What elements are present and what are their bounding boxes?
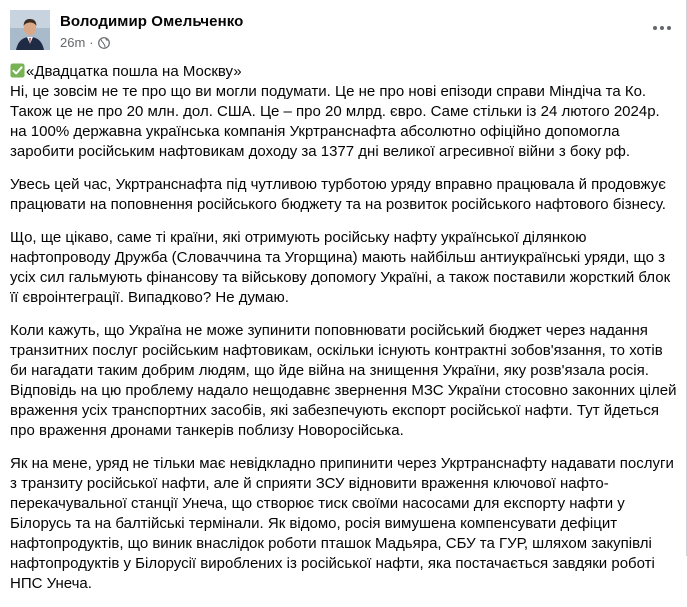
more-options-button[interactable] — [650, 16, 674, 40]
avatar-portrait-icon — [10, 10, 50, 50]
paragraph-text-1: Ні, це зовсім не те про що ви могли подумати. Це не про нові епізоди справи Міндіча та Ко. Також це не про 20 млн. дол. США. Це – про 20 млрд. євро. Саме стільки із 24 лютого 2024р. на 100% державна українська компанія Укртранснафта абсолютно офіційно допомогла заробити російським нафтовикам доходу за 1377 дні великої агресивної війни з боку рф. — [10, 83, 660, 160]
post-title-line — [10, 62, 678, 82]
check-mark-icon — [10, 63, 25, 78]
post-body — [10, 62, 678, 607]
post-time[interactable]: 26m — [60, 35, 86, 50]
meta-separator: · — [89, 35, 94, 50]
post-paragraph-5: Як на мене, уряд не тільки має невідкладно припинити через Укртранснафту надавати послуги з транзиту російської нафти, але й сприяти ЗСУ відновити враження ключової нафто-перекачувальної станції Унеча, що створює тиск своїми насосами для експорту нафти у Білорусь та на балтійські термінали. Як відомо, росія вимушена компенсувати дефіцит нафтопродуктів, що виник внаслідок роботи пташок Мадьяра, СБУ та ГУР, шляхом закупівлі нафтопродуктів у Білорусії вироблених із російської нафти, яка постачається завдяки роботі НПС Унеча. — [10, 455, 674, 592]
post-header — [10, 10, 676, 54]
post-paragraph-1 — [10, 62, 678, 162]
post-paragraph-3: Що, ще цікаво, саме ті країни, які отримують російську нафту української ділянкою нафтопроводу Дружба (Словаччина та Угорщина) мають найбільш антиукраїнські уряди, що з усіх сил гальмують фінансову та військову допомогу Україні, а також поставили жорсткий блок її євроінтеграції. Випадково? Не думаю. — [10, 229, 671, 306]
post-paragraph-4: Коли кажуть, що Україна не може зупинити поповнювати російський бюджет через надання транзитних послуг російським нафтовикам, оскільки існують контрактні зобов'язання, то хотів би нагадати таким добрим людям, що йде війна на знищення України, яку розв'язала росія. Відповідь на цю проблему надало нещодавнє звернення МЗС України стосовно законних цілей враження усіх транспортних засобів, які забезпечують експорт російської нафти. Тут йдеться про враження дронами танкерів поблизу Новоросійська. — [10, 322, 677, 439]
author-name[interactable]: Володимир Омельченко — [60, 13, 244, 30]
post-paragraph-2: Увесь цей час, Укртранснафта під чутливою турботою уряду вправно працювала й продовжує працювати на поповнення російського бюджету та на розвиток російського нафтового бізнесу. — [10, 176, 666, 213]
globe-icon[interactable] — [98, 37, 110, 49]
post-title: «Двадцатка пошла на Москву» — [26, 63, 242, 80]
post-meta — [60, 35, 110, 50]
more-dots-icon — [652, 25, 672, 31]
author-avatar[interactable] — [10, 10, 50, 50]
